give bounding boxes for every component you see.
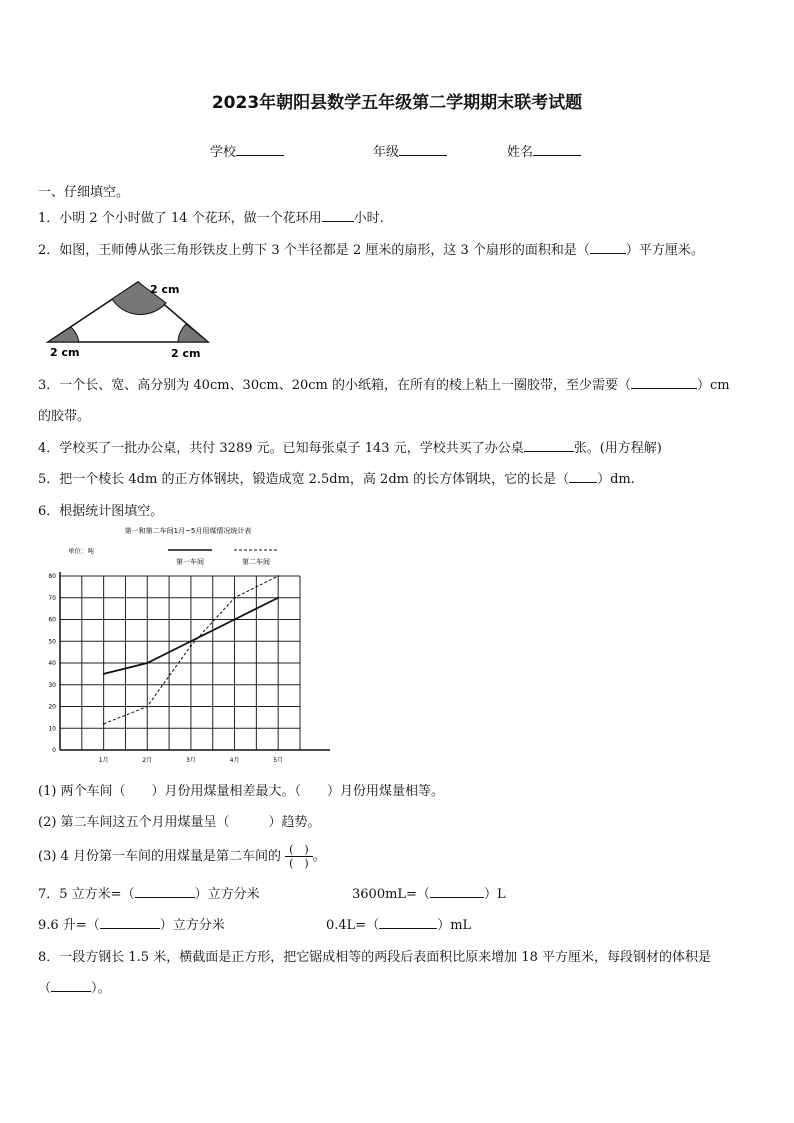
series-2-point	[234, 597, 236, 599]
series-2-point	[190, 645, 192, 647]
q5-text-end: ）dm.	[597, 472, 635, 487]
name-field	[507, 141, 581, 160]
label-left: 2 cm	[50, 346, 80, 359]
chart-title: 第一和第二车间1月~5月用煤情况统计表	[124, 527, 252, 535]
q8-text-b: （	[38, 981, 52, 996]
triangle-figure	[42, 276, 217, 361]
question-7c	[38, 914, 225, 933]
series-2-point	[103, 723, 105, 725]
left-sector	[48, 327, 79, 342]
right-sector	[178, 324, 208, 342]
question-4	[38, 437, 662, 456]
grade-label: 年级	[373, 145, 400, 160]
q5-text: 5．把一个棱长 4dm 的正方体钢块，锻造成宽 2.5dm，高 2dm 的长方体钢块，它的长是（	[38, 472, 570, 487]
q7-text-e: 9.6 升=（	[38, 918, 100, 933]
fraction-denominator: ( )	[289, 857, 309, 870]
x-tick-label: 1月	[98, 757, 109, 764]
question-6-3	[38, 843, 326, 870]
question-5	[38, 468, 635, 487]
y-tick-label: 20	[48, 703, 56, 711]
q7-blank-2[interactable]	[430, 885, 484, 898]
fraction-numerator: ( )	[285, 843, 313, 857]
grade-field	[373, 141, 447, 160]
q7-blank-1[interactable]	[135, 885, 195, 898]
series-1-point	[146, 662, 148, 664]
chart-grid	[60, 572, 330, 756]
legend-label-2: 第二车间	[242, 558, 270, 566]
q1-blank[interactable]	[322, 209, 354, 222]
section-heading: 一、仔细填空。	[38, 185, 130, 200]
question-1	[38, 207, 384, 226]
series-2-point	[277, 575, 279, 577]
q3-text-end: ）cm	[697, 378, 730, 393]
series-1-point	[234, 619, 236, 621]
y-tick-label: 40	[48, 660, 56, 667]
question-3-cont: 的胶带。	[38, 409, 91, 424]
q2-blank[interactable]	[590, 241, 626, 254]
series-1-point	[190, 640, 192, 642]
y-tick-label: 50	[48, 638, 56, 646]
q8-blank[interactable]	[51, 979, 91, 992]
question-3	[38, 374, 730, 393]
fraction-blank[interactable]	[285, 843, 313, 870]
y-tick-label: 10	[48, 725, 56, 733]
q1-text: 1．小明 2 个小时做了 14 个花环，做一个花环用	[38, 211, 322, 226]
q7-text-h: ）mL	[437, 918, 472, 933]
q6-3-text: (3) 4 月份第一车间的用煤量是第二车间的	[38, 849, 281, 864]
chart-ticks	[48, 573, 283, 764]
question-6-1: (1) 两个车间（ ）月份用煤量相差最大。（ ）月份用煤量相等。	[38, 784, 445, 799]
q7-blank-3[interactable]	[100, 916, 160, 929]
name-blank[interactable]	[533, 143, 581, 156]
q6-3-text-end: 。	[312, 849, 326, 864]
x-tick-label: 3月	[185, 757, 196, 764]
chart-unit-label: 单位：吨	[68, 547, 94, 555]
x-tick-label: 2月	[142, 757, 153, 764]
q2-text: 2．如图，王师傅从张三角形铁皮上剪下 3 个半径都是 2 厘米的扇形，这 3 个扇形的面积和是（	[38, 243, 590, 258]
q7-blank-4[interactable]	[379, 916, 437, 929]
q7-text-c: 3600mL=（	[352, 887, 430, 902]
series-2-point	[146, 706, 148, 708]
question-7b	[352, 883, 506, 902]
y-tick-label: 0	[52, 747, 56, 754]
x-tick-label: 5月	[273, 757, 284, 764]
coal-usage-chart	[40, 524, 330, 769]
q7-text-b: ）立方分米	[194, 887, 260, 902]
q7-text-a: 7．5 立方米=（	[38, 887, 135, 902]
label-right: 2 cm	[171, 347, 201, 360]
question-8: 8．一段方钢长 1.5 米，横截面是正方形，把它锯成相等的两段后表面积比原来增加 18 平方厘米，每段钢材的体积是	[38, 950, 712, 965]
q3-blank[interactable]	[631, 376, 697, 389]
x-tick-label: 4月	[229, 757, 240, 764]
q4-text-end: 张。(用方程解)	[573, 441, 662, 456]
series-1-point	[103, 673, 105, 675]
question-7d	[326, 914, 471, 933]
q4-blank[interactable]	[524, 439, 574, 452]
question-7	[38, 883, 260, 902]
school-field	[210, 141, 284, 160]
y-tick-label: 60	[48, 616, 56, 624]
series-1-point	[277, 597, 279, 599]
q4-text: 4．学校买了一批办公桌，共付 3289 元。已知每张桌子 143 元，学校共买了办公桌	[38, 441, 524, 456]
q7-text-g: 0.4L=（	[326, 918, 380, 933]
question-6: 6．根据统计图填空。	[38, 504, 164, 519]
q3-text: 3．一个长、宽、高分别为 40cm、30cm、20cm 的小纸箱，在所有的棱上粘上一圈胶带，至少需要（	[38, 378, 631, 393]
school-blank[interactable]	[236, 143, 284, 156]
page-title: 2023年朝阳县数学五年级第二学期期末联考试题	[211, 93, 583, 113]
q1-text-end: 小时.	[353, 211, 384, 226]
q2-text-end: ）平方厘米。	[625, 243, 704, 258]
q5-blank[interactable]	[569, 470, 597, 483]
legend-label-1: 第一车间	[176, 558, 204, 566]
question-2	[38, 239, 704, 258]
school-label: 学校	[210, 145, 237, 160]
y-tick-label: 80	[48, 573, 56, 580]
q7-text-f: ）立方分米	[159, 918, 225, 933]
q8-text-c: ）。	[91, 981, 111, 996]
y-tick-label: 70	[48, 594, 56, 602]
label-top: 2 cm	[150, 283, 180, 296]
y-tick-label: 30	[48, 681, 56, 689]
q7-text-d: ）L	[483, 887, 506, 902]
grade-blank[interactable]	[399, 143, 447, 156]
name-label: 姓名	[507, 145, 534, 160]
question-6-2: (2) 第二车间这五个月用煤量呈（ ）趋势。	[38, 815, 321, 830]
question-8-cont	[38, 977, 111, 996]
